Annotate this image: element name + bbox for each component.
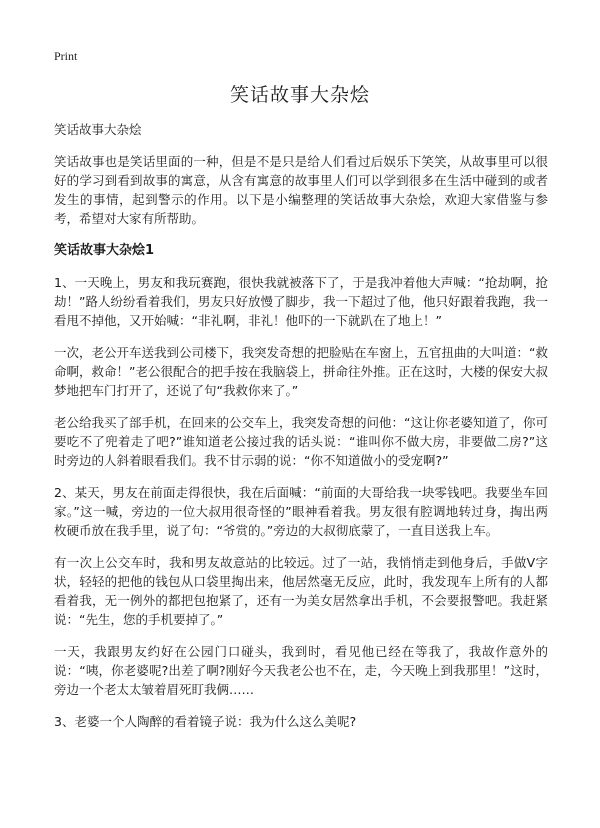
story-paragraph-2: 一次，老公开车送我到公司楼下，我突发奇想的把脸贴在车窗上，五官扭曲的大叫道：“救命啊，救命！”老公很配合的把手按在我脑袋上，拼命往外推。正在这时，大楼的保安大叔梦地把车门打开了，还说了句“我救你来了。” xyxy=(54,345,548,398)
intro-paragraph: 笑话故事也是笑话里面的一种，但是不是只是给人们看过后娱乐下笑笑，从故事里可以很好的学习到看到故事的寓意，从含有寓意的故事里人们可以学到很多在生活中碰到的或者发生的事情，起到警示的作用。以下是小编整理的笑话故事大杂烩，欢迎大家借鉴与参考，希望对大家有所帮助。 xyxy=(54,154,548,226)
document-subtitle: 笑话故事大杂烩 xyxy=(54,122,142,137)
story-paragraph-3: 老公给我买了部手机，在回来的公交车上，我突发奇想的问他：“这让你老婆知道了，你可要吃不了兜着走了吧?”谁知道老公接过我的话头说：“谁叫你不做大房，非要做二房?”这时旁边的人斜着眼看我们。我不甘示弱的说：“你不知道做小的受宠啊?” xyxy=(54,415,548,468)
story-paragraph-4: 2、某天，男友在前面走得很快，我在后面喊：“前面的大哥给我一块零钱吧。我要坐车回家。”这一喊，旁边的一位大叔用很奇怪的”眼神看着我。男友很有腔调地转过身，掏出两枚硬币放在我手里，说了句：“爷赏的。”旁边的大叔彻底蒙了，一直目送我上车。 xyxy=(54,485,548,538)
story-paragraph-1: 1、一天晚上，男友和我玩赛跑，很快我就被落下了，于是我冲着他大声喊：“抢劫啊，抢劫！”路人纷纷看着我们，男友只好放慢了脚步，我一下超过了他，他只好跟着我跑，我一看甩不掉他，又开始喊：“非礼啊，非礼！他吓的一下就趴在了地上！” xyxy=(54,275,548,328)
page-title: 笑话故事大杂烩 xyxy=(229,84,370,106)
document-body xyxy=(54,120,548,744)
story-paragraph-6: 一天，我跟男友约好在公园门口碰头，我到时，看见他已经在等我了，我故作意外的说：“咦，你老婆呢?出差了啊?刚好今天我老公也不在，走，今天晚上到我那里！”这时，旁边一个老太太皱着眉死盯我俩…… xyxy=(54,644,548,697)
section-heading: 笑话故事大杂烩1 xyxy=(54,243,155,258)
print-label: Print xyxy=(54,49,78,63)
story-paragraph-7: 3、老婆一个人陶醉的看着镜子说：我为什么这么美呢? xyxy=(54,714,357,729)
story-paragraph-5: 有一次上公交车时，我和男友故意站的比较远。过了一站，我悄悄走到他身后，手做V字状，轻轻的把他的钱包从口袋里掏出来，他居然毫无反应，此时，我发现车上所有的人都看着我，无一例外的都把包抱紧了，还有一为美女居然拿出手机，不会要报警吧。我赶紧说：“先生，您的手机要掉了。” xyxy=(54,555,548,627)
